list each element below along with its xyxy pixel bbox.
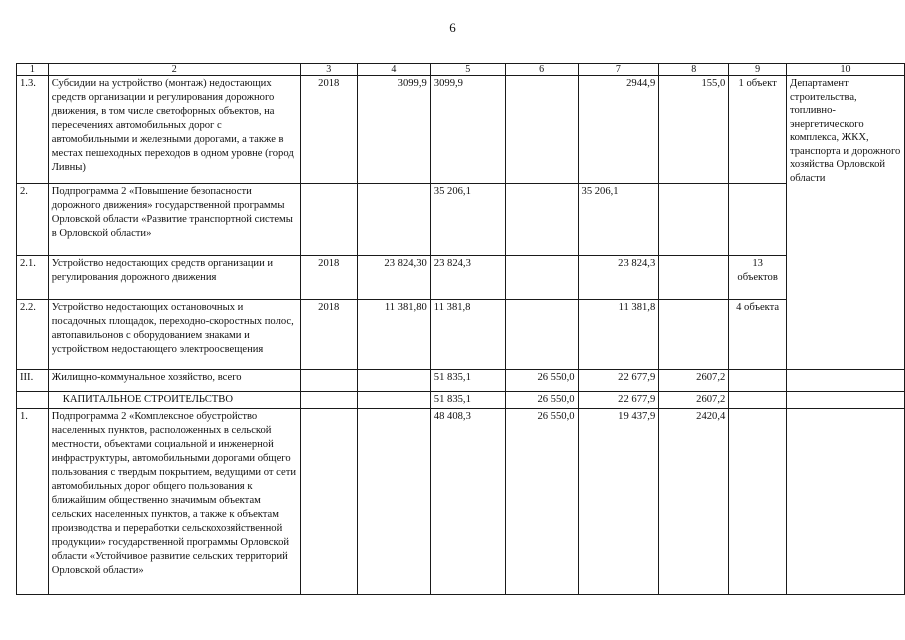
row-col9: 4 объекта: [729, 300, 787, 370]
row-col10: [786, 370, 904, 392]
row-col5: 48 408,3: [430, 409, 505, 595]
col-header-5: 5: [430, 64, 505, 76]
row-number: 2.2.: [17, 300, 49, 370]
row-col8: [659, 184, 729, 256]
row-col10: [786, 409, 904, 595]
row-col8: 2607,2: [659, 392, 729, 409]
row-description: Устройство недостающих остановочных и посадочных площадок, переходно-скоростных полос, автопавильонов с оборудованием знаками и устройством недостающего электроосвещения: [48, 300, 300, 370]
table-row: [17, 392, 905, 409]
row-col4: 23 824,30: [357, 256, 430, 300]
row-col9: [729, 184, 787, 256]
row-col7: 23 824,3: [578, 256, 659, 300]
row-col6: 26 550,0: [505, 409, 578, 595]
row-col5: 11 381,8: [430, 300, 505, 370]
row-col4: [357, 409, 430, 595]
row-description: Подпрограмма 2 «Комплексное обустройство населенных пунктов, расположенных в сельской местности, объектами социальной и инженерной инфраструктуры, автомобильными дорогами общего пользования с твердым покрытием, ведущими от сети автомобильных дорог общего пользования к ближайшим общественно значимым объектам сельских населенных пунктов, а также к объектам производства и переработки сельскохозяйственной продукции» государственной программы Орловской области «Устойчивое развитие сельских территорий Орловской области»: [48, 409, 300, 595]
row-description: Устройство недостающих средств организации и регулирования дорожного движения: [48, 256, 300, 300]
row-col7: 11 381,8: [578, 300, 659, 370]
col-header-2: 2: [48, 64, 300, 76]
row-col8: [659, 256, 729, 300]
row-number: 1.: [17, 409, 49, 595]
row-col8: 2420,4: [659, 409, 729, 595]
row-col7: 35 206,1: [578, 184, 659, 256]
col-header-8: 8: [659, 64, 729, 76]
row-col4: [357, 392, 430, 409]
row-year: [300, 409, 357, 595]
table-row: [17, 256, 905, 300]
row-col4: 11 381,80: [357, 300, 430, 370]
row-col4: 3099,9: [357, 76, 430, 184]
row-col9: 13 объектов: [729, 256, 787, 300]
budget-table: [16, 63, 905, 595]
row-col6: [505, 184, 578, 256]
row-col6: [505, 300, 578, 370]
row-number: III.: [17, 370, 49, 392]
col-header-6: 6: [505, 64, 578, 76]
column-number-row: [17, 64, 905, 76]
row-col5: 23 824,3: [430, 256, 505, 300]
row-number: 2.: [17, 184, 49, 256]
row-number: 2.1.: [17, 256, 49, 300]
responsible-department: Департамент строительства, топливно-энергетического комплекса, ЖКХ, транспорта и дорожного хозяйства Орловской области: [786, 76, 904, 370]
row-col9: [729, 370, 787, 392]
row-col5: 51 835,1: [430, 392, 505, 409]
row-description: КАПИТАЛЬНОЕ СТРОИТЕЛЬСТВО: [48, 392, 300, 409]
col-header-1: 1: [17, 64, 49, 76]
row-col6: [505, 76, 578, 184]
col-header-10: 10: [786, 64, 904, 76]
row-col9: [729, 409, 787, 595]
row-col6: [505, 256, 578, 300]
row-col5: 3099,9: [430, 76, 505, 184]
row-col8: 155,0: [659, 76, 729, 184]
page-number: 6: [449, 20, 456, 35]
row-year: [300, 370, 357, 392]
row-col4: [357, 184, 430, 256]
row-col7: 22 677,9: [578, 392, 659, 409]
row-col9: 1 объект: [729, 76, 787, 184]
row-description: Подпрограмма 2 «Повышение безопасности дорожного движения» государственной программы Орловской области «Развитие транспортной системы в Орловской области»: [48, 184, 300, 256]
row-col7: 2944,9: [578, 76, 659, 184]
row-col10: [786, 392, 904, 409]
row-col6: 26 550,0: [505, 370, 578, 392]
col-header-7: 7: [578, 64, 659, 76]
row-year: [300, 392, 357, 409]
table-row: [17, 300, 905, 370]
row-year: [300, 184, 357, 256]
table-row: [17, 370, 905, 392]
row-year: 2018: [300, 300, 357, 370]
col-header-3: 3: [300, 64, 357, 76]
row-col7: 22 677,9: [578, 370, 659, 392]
row-description: Жилищно-коммунальное хозяйство, всего: [48, 370, 300, 392]
row-number: 1.3.: [17, 76, 49, 184]
table-row: [17, 76, 905, 184]
row-year: 2018: [300, 76, 357, 184]
row-col5: 51 835,1: [430, 370, 505, 392]
row-col9: [729, 392, 787, 409]
table-row: [17, 184, 905, 256]
row-col6: 26 550,0: [505, 392, 578, 409]
row-number: [17, 392, 49, 409]
row-description: Субсидии на устройство (монтаж) недостающих средств организации и регулирования дорожного движения, в том числе светофорных объектов, на пересечениях автомобильных дорог с автомобильными и железными дорогами, а также в местах пешеходных переходов в одном уровне (город Ливны): [48, 76, 300, 184]
col-header-4: 4: [357, 64, 430, 76]
row-year: 2018: [300, 256, 357, 300]
row-col8: 2607,2: [659, 370, 729, 392]
row-col7: 19 437,9: [578, 409, 659, 595]
row-col8: [659, 300, 729, 370]
row-col4: [357, 370, 430, 392]
row-col5: 35 206,1: [430, 184, 505, 256]
col-header-9: 9: [729, 64, 787, 76]
table-row: [17, 409, 905, 595]
